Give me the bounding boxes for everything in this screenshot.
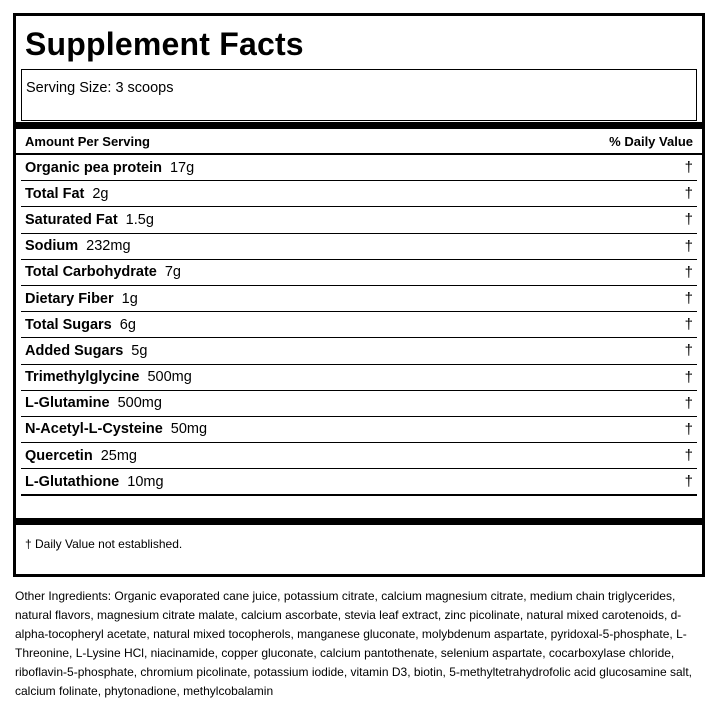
nutrient-label [25,317,136,333]
nutrient-amount: 232mg [86,238,131,255]
daily-value-dagger: † [684,420,693,438]
thick-divider-top [16,122,702,129]
supplement-facts-panel [13,13,705,577]
daily-value-dagger: † [684,237,693,255]
nutrient-label [25,421,207,437]
amount-per-serving-label: Amount Per Serving [25,133,150,149]
nutrient-row [21,181,697,207]
daily-value-dagger: † [684,316,693,334]
daily-value-dagger: † [684,447,693,465]
nutrient-amount: 2g [92,185,109,202]
nutrient-label [25,160,194,176]
nutrient-label [25,448,137,464]
nutrient-row [21,338,697,364]
nutrient-row [21,469,697,496]
nutrient-rows [21,155,697,496]
nutrient-label [25,212,154,228]
daily-value-dagger: † [684,185,693,203]
daily-value-label: % Daily Value [609,133,693,149]
nutrient-amount: 1g [121,290,138,307]
nutrient-amount: 7g [164,264,181,281]
nutrient-name: Total Carbohydrate [25,264,157,281]
nutrient-row [21,155,697,181]
nutrient-row [21,391,697,417]
panel-title: Supplement Facts [25,26,304,62]
footnote-box [21,526,697,573]
nutrient-name: Quercetin [25,447,93,464]
nutrient-name: N-Acetyl-L-Cysteine [25,421,163,438]
serving-size-box [21,69,697,121]
nutrient-name: L-Glutathione [25,473,120,490]
serving-size: Serving Size: 3 scoops [26,80,174,96]
nutrient-row [21,286,697,312]
nutrient-amount: 50mg [170,421,208,438]
nutrient-label [25,369,192,385]
nutrient-row [21,260,697,286]
daily-value-dagger: † [684,290,693,308]
nutrient-amount: 500mg [147,369,192,386]
daily-value-dagger: † [684,159,693,177]
nutrient-name: Total Fat [25,185,85,202]
daily-value-dagger: † [684,342,693,360]
nutrient-label [25,238,131,254]
nutrient-name: Total Sugars [25,316,112,333]
nutrient-name: Saturated Fat [25,211,118,228]
daily-value-dagger: † [684,211,693,229]
daily-value-dagger: † [684,263,693,281]
nutrient-label [25,474,164,490]
nutrient-amount: 25mg [100,447,137,464]
nutrient-amount: 17g [169,159,195,176]
nutrient-amount: 500mg [117,395,162,412]
nutrient-row [21,365,697,391]
nutrient-row [21,417,697,443]
other-ingredients: Other Ingredients: Organic evaporated cane juice, potassium citrate, calcium magnesium citrate, medium chain triglycerides, natural flavors, magnesium citrate malate, calcium ascorbate, stevia leaf extract, zinc picolinate, natural mixed carotenoids, d-alpha-tocopheryl acetate, natural mixed tocopherols, manganese gluconate, molybdenum aspartate, pyridoxal-5-phosphate, L-Threonine, L-Lysine HCl, niacinamide, copper gluconate, calcium pantothenate, selenium aspartate, cocarboxylase chloride, riboflavin-5-phosphate, chromium picolinate, potassium iodide, vitamin D3, biotin, 5-methyltetrahydrofolic acid glucosamine salt, calcium folinate, phytonadione, methylcobalamin [15,589,692,698]
nutrient-name: Added Sugars [25,342,124,359]
nutrient-row [21,234,697,260]
thick-divider-bottom [16,518,702,525]
nutrient-row [21,312,697,338]
daily-value-dagger: † [684,394,693,412]
nutrient-amount: 5g [131,342,148,359]
nutrient-name: Trimethylglycine [25,369,140,386]
nutrient-amount: 10mg [127,473,164,490]
nutrient-label [25,343,147,359]
nutrient-name: Organic pea protein [25,159,162,176]
daily-value-footnote: † Daily Value not established. [25,537,183,551]
daily-value-dagger: † [684,368,693,386]
nutrient-label [25,186,108,202]
nutrient-amount: 1.5g [125,211,154,228]
nutrient-name: Dietary Fiber [25,290,114,307]
nutrient-label [25,291,138,307]
nutrient-row [21,443,697,469]
nutrient-name: Sodium [25,238,79,255]
nutrient-name: L-Glutamine [25,395,110,412]
amount-header-row [21,129,697,153]
nutrient-amount: 6g [119,316,136,333]
nutrient-label [25,264,181,280]
nutrient-row [21,207,697,233]
nutrient-label [25,395,162,411]
daily-value-dagger: † [684,473,693,491]
